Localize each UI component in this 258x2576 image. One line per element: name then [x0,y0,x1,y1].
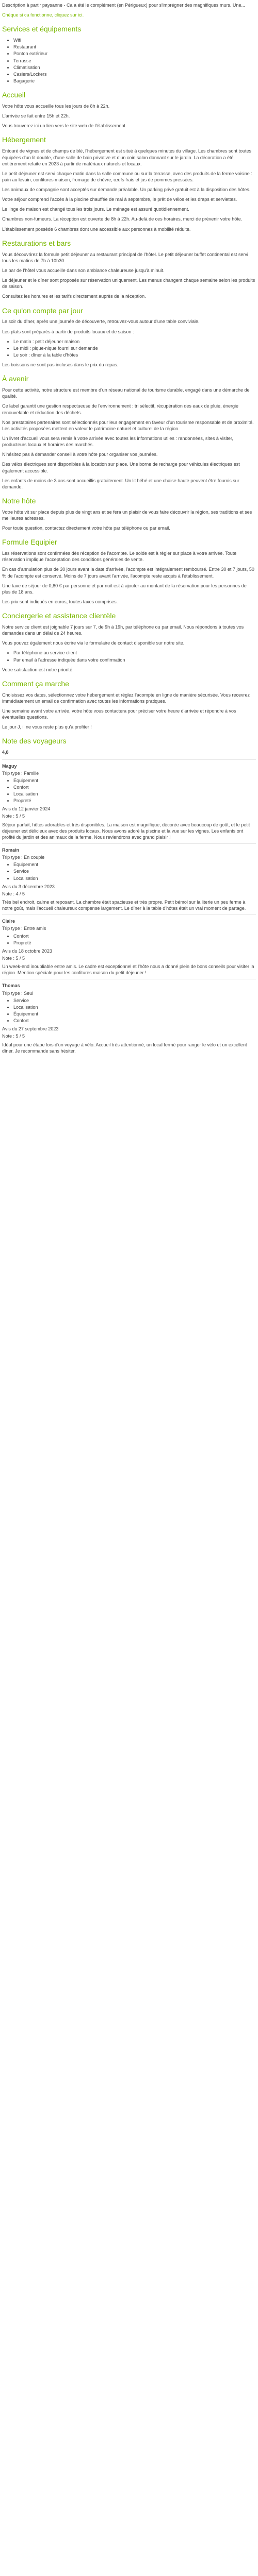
paragraph: Vous découvrirez la formule petit déjeuner au restaurant principal de l'hôtel. Le petit déjeuner buffet continental est servi tous les matins de 7h à 10h30. [2,251,248,263]
paragraph: Le jour J, il ne vous reste plus qu'à profiter ! [2,724,92,730]
review-trip-type: Trip type : Seul [2,990,34,996]
list-item: • Confort [13,784,256,790]
review-author: Thomas [2,983,20,989]
paragraph: Le linge de maison est changé tous les trois jours. Le ménage est assuré quotidiennement. [2,207,189,212]
review-date: Avis du 12 janvier 2024 [2,806,51,812]
review-score: Note : 5 / 5 [2,1033,25,1039]
list-item: • Équipement [13,861,256,868]
list-item: • Confort [13,933,256,939]
list-item: • Propreté [13,798,256,804]
review-score: Note : 5 / 5 [2,814,25,819]
hebergement-title: Hébergement [2,135,46,144]
paragraph: Une semaine avant votre arrivée, votre hôte vous contactera pour préciser votre heure d'arrivée et répondre à vos éventuelles questions. [2,708,236,720]
list-item: • Localisation [13,791,256,797]
contact-title: Conciergerie et assistance clientèle [2,612,116,620]
avenir-title: À avenir [2,375,29,383]
intro-link[interactable] [2,12,256,18]
paragraph: Le soir du dîner, après une journée de découverte, retrouvez-vous autour d'une table conviviale. [2,319,200,325]
paragraph: L'arrivée se fait entre 15h et 22h. [2,113,70,119]
paragraph: Le petit déjeuner est servi chaque matin dans la salle commune ou sur la terrasse, avec des produits de la ferme voisine : pain au levain, confitures maison, fromage de chèvre, œufs frais et jus de pommes pressées. [2,171,252,182]
intro [2,2,256,18]
list-item: • Casiers/Lockers [13,71,256,77]
review-date: Avis du 18 octobre 2023 [2,948,52,954]
intro-text: Description à partir paysanne - Ca a été le complément (en Périgueux) pour s'imprégner des magnifiques murs. Une... [2,3,245,8]
review-date: Avis du 27 septembre 2023 [2,1026,59,1032]
list-item: • Le matin : petit déjeuner maison [13,338,256,345]
review-trip-type: Trip type : Famille [2,770,39,776]
reviews-title: Note des voyageurs [2,737,67,745]
review-date: Avis du 3 décembre 2023 [2,884,55,889]
programme-title: Ce qu'on compte par jour [2,306,83,315]
list-item: • Terrasse [13,58,256,64]
list-item: • Équipement [13,1011,256,1017]
review-author: Maguy [2,763,17,769]
paragraph: Notre service client est joignable 7 jours sur 7, de 9h à 19h, par téléphone ou par email. Nous répondons à toutes vos demandes dans un délai de 24 heures. [2,624,244,636]
faq-title: Formule Equipier [2,538,57,547]
intro-link-text[interactable]: Chèque si ca fonctionne, cliquez sur ici. [2,12,84,18]
list-item: • Bagagerie [13,78,256,84]
services-list [2,37,256,84]
list-item: • Localisation [13,1004,256,1010]
paragraph: Vous pouvez également nous écrire via le formulaire de contact disponible sur notre site. [2,640,185,646]
list-item: • Équipement [13,777,256,784]
list-item: • Ponton extérieur [13,50,256,57]
annulation-title: Comment ça marche [2,679,69,688]
paragraph: Des vélos électriques sont disponibles à la location sur place. Une borne de recharge pour véhicules électriques est également accessible. [2,462,240,473]
review-tags [2,861,256,881]
paragraph: N'hésitez pas à demander conseil à votre hôte pour organiser vos journées. [2,452,158,457]
review-item [2,759,256,841]
review-score: Note : 4 / 5 [2,891,25,896]
paragraph: Votre hôte vit sur place depuis plus de vingt ans et se fera un plaisir de vous faire découvrir la région, ses traditions et ses meilleures adresses. [2,509,252,521]
paragraph: Pour cette activité, notre structure est membre d'un réseau national de tourisme durable, engagé dans une démarche de qualité. [2,387,250,399]
review-author: Claire [2,919,15,924]
paragraph: Les boissons ne sont pas incluses dans le prix du repas. [2,362,119,368]
services-title: Services et équipements [2,25,82,33]
paragraph: Votre hôte vous accueille tous les jours de 8h à 22h. [2,104,110,109]
reviews-section [2,736,256,1054]
paragraph: En cas d'annulation plus de 30 jours avant la date d'arrivée, l'acompte est intégralement remboursé. Entre 30 et 7 jours, 50 % de l'acompte est conservé. Moins de 7 jours avant l'arrivée, l'acompte reste acquis à l'établissement. [2,567,254,579]
paragraph: Une taxe de séjour de 0,80 € par personne et par nuit est à ajouter au montant de la réservation pour les personnes de plus de 18 ans. [2,583,247,595]
paragraph: Le bar de l'hôtel vous accueille dans son ambiance chaleureuse jusqu'à minuit. [2,267,165,273]
list-item: • Par email à l'adresse indiquée dans votre confirmation [13,657,256,663]
restauration-title: Restaurations et bars [2,239,71,247]
reviews-rating: 4,8 [2,750,9,755]
paragraph: Nos prestataires partenaires sont sélectionnés pour leur engagement en faveur d'un tourisme responsable et de proximité. Les activités proposées mettent en valeur le patrimoine naturel et culturel de la région. [2,419,254,431]
paragraph: Choisissez vos dates, sélectionnez votre hébergement et réglez l'acompte en ligne de manière sécurisée. Vous recevrez immédiatement un email de confirmation avec toutes les informations pratiques. [2,692,250,704]
paragraph: L'établissement possède 6 chambres dont une accessible aux personnes à mobilité réduite. [2,226,191,232]
review-body: Très bel endroit, calme et reposant. La chambre était spacieuse et très propre. Petit bémol sur la literie un peu ferme à notre goût, mais l'accueil chaleureux compense largement. Le dîner à la table d'hôtes était un vrai moment de partage. [2,900,246,911]
paragraph: Consultez les horaires et les tarifs directement auprès de la réception. [2,294,146,299]
paragraph: Votre satisfaction est notre priorité. [2,667,74,672]
paragraph: Chambres non-fumeurs. La réception est ouverte de 8h à 22h. Au-delà de ces horaires, merci de prévenir votre hôte. [2,216,243,222]
paragraph: Les prix sont indiqués en euros, toutes taxes comprises. [2,599,118,604]
list-item: • Service [13,868,256,874]
review-body: Un week-end inoubliable entre amis. Le cadre est exceptionnel et l'hôte nous a donné plein de bons conseils pour visiter la région. Mention spéciale pour les confitures maison du petit déjeuner ! [2,964,254,976]
review-item [2,979,256,1054]
list-item: • Par téléphone au service client [13,650,256,656]
paragraph: Les animaux de compagnie sont acceptés sur demande préalable. Un parking privé gratuit est à la disposition des hôtes. [2,187,251,193]
paragraph: Entouré de vignes et de champs de blé, l'hébergement est situé à quelques minutes du village. Les chambres sont toutes équipées d'un lit double, d'une salle de bain privative et d'un coin salon donnant sur le jardin. La décoration a été entièrement refaite en 2023 à partir de matériaux naturels et locaux. [2,148,252,166]
page [0,0,258,1067]
paragraph: Les enfants de moins de 3 ans sont accueillis gratuitement. Un lit bébé et une chaise haute peuvent être fournis sur demande. [2,478,239,489]
review-body: Séjour parfait, hôtes adorables et très disponibles. La maison est magnifique, décorée avec beaucoup de goût, et le petit déjeuner est délicieux avec des produits locaux. Nous avons adoré la piscine et la vue sur les vignes. Les enfants ont profité du jardin et des animaux de la ferme. Nous reviendrons avec grand plaisir ! [2,822,250,840]
paragraph: Les plats sont préparés à partir de produits locaux et de saison : [2,329,134,334]
paragraph: Un livret d'accueil vous sera remis à votre arrivée avec toutes les informations utiles : randonnées, sites à visiter, producteurs locaux et horaires des marchés. [2,435,233,448]
review-tags [2,933,256,946]
list-item: • Service [13,997,256,1004]
formule-title: Notre hôte [2,496,36,505]
paragraph: Ce label garantit une gestion respectueuse de l'environnement : tri sélectif, récupération des eaux de pluie, énergie renouvelable et réduction des déchets. [2,403,239,415]
review-trip-type: Trip type : Entre amis [2,926,46,931]
list-item: • Localisation [13,875,256,882]
list-item: • Climatisation [13,64,256,71]
review-item [2,914,256,976]
contact-list [2,650,256,663]
review-trip-type: Trip type : En couple [2,855,45,860]
review-tags [2,997,256,1024]
list-item: • Confort [13,1018,256,1024]
review-score: Note : 5 / 5 [2,956,25,961]
list-item: • Wifi [13,37,256,43]
paragraph: Vous trouverez ici un lien vers le site web de l'établissement. [2,123,127,129]
paragraph: Le déjeuner et le dîner sont proposés sur réservation uniquement. Les menus changent chaque semaine selon les produits de saison. [2,278,255,290]
list-item: • Restaurant [13,44,256,50]
list-item: • Propreté [13,940,256,946]
list-item: • Le soir : dîner à la table d'hôtes [13,352,256,358]
programme-list [2,338,256,358]
accueil-title: Accueil [2,91,26,99]
review-tags [2,777,256,804]
review-author: Romain [2,848,20,853]
review-item [2,843,256,911]
paragraph: Les réservations sont confirmées dès réception de l'acompte. Le solde est à régler sur place à votre arrivée. Toute réservation implique l'acceptation des conditions générales de vente. [2,551,237,563]
review-body: Idéal pour une étape lors d'un voyage à vélo. Accueil très attentionné, un local fermé pour ranger le vélo et un excellent dîner. Je recommande sans hésiter. [2,1042,247,1054]
list-item: • Le midi : pique-nique fourni sur demande [13,345,256,351]
paragraph: Votre séjour comprend l'accès à la piscine chauffée de mai à septembre, le prêt de vélos et les draps et serviettes. [2,197,237,202]
paragraph: Pour toute question, contactez directement votre hôte par téléphone ou par email. [2,526,170,531]
